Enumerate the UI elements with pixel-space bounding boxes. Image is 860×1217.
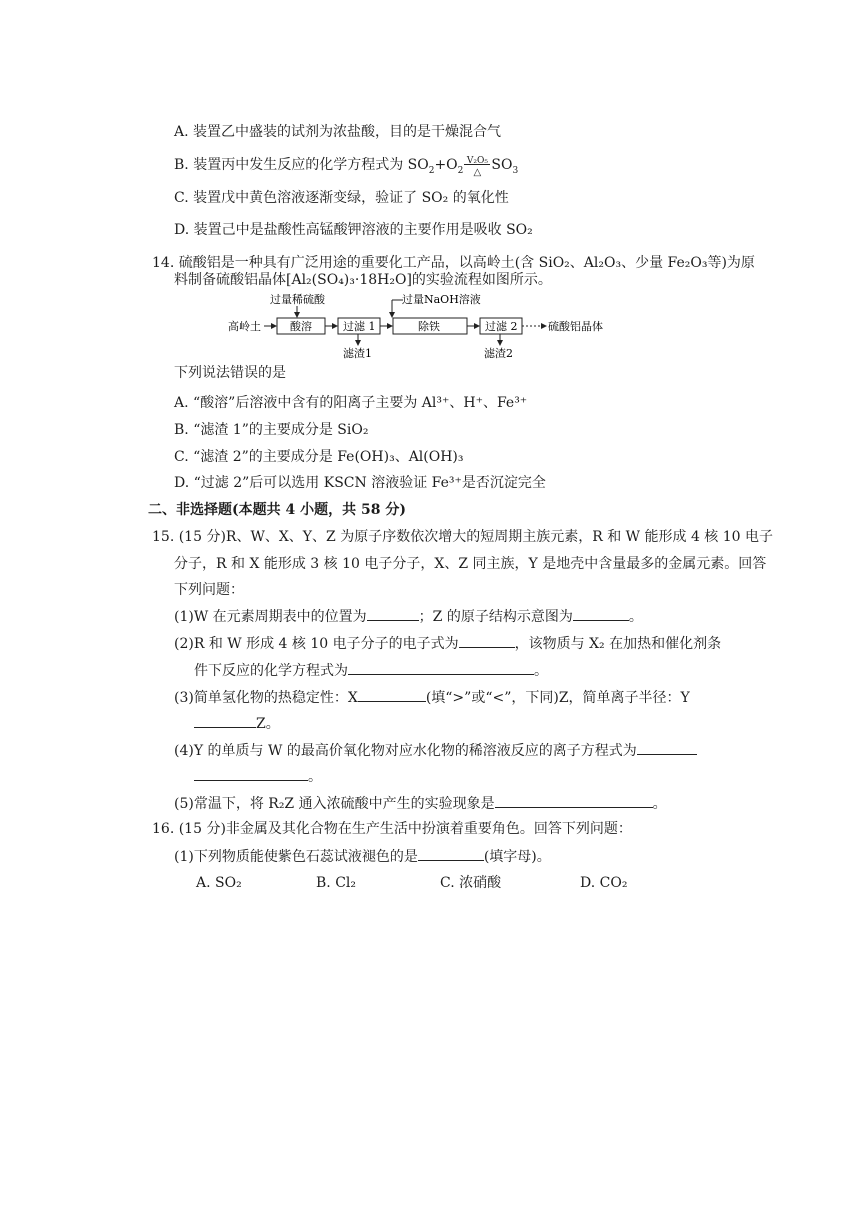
answer-blank[interactable]: [418, 846, 484, 861]
q15-p2-text2: ，该物质与 X₂ 在加热和催化剂条: [514, 636, 722, 652]
q15-stem-line1: 15. (15 分)R、W、X、Y、Z 为原子序数依次增大的短周期主族元素，R 和 W 能形成 4 核 10 电子: [152, 529, 774, 545]
q13-option-a: A. 装置乙中盛装的试剂为浓盐酸，目的是干燥混合气: [174, 124, 502, 140]
q15-part4-cont: [194, 766, 322, 787]
step3-label: 除铁: [418, 320, 440, 333]
reagent2-label: 过量NaOH溶液: [402, 293, 481, 306]
answer-blank[interactable]: [194, 713, 256, 728]
answer-blank[interactable]: [637, 740, 697, 755]
q15-p3-end: Z。: [256, 716, 280, 732]
q15-part4: [174, 740, 697, 761]
q13-option-c: C. 装置戊中黄色溶液逐渐变绿，验证了 SO₂ 的氧化性: [174, 190, 509, 206]
q15-stem-line2: 分子，R 和 X 能形成 3 核 10 电子分子，X、Z 同主族，Y 是地壳中含量最多的金属元素。回答: [174, 556, 767, 572]
answer-blank[interactable]: [348, 660, 534, 675]
q16-option-d: D. CO₂: [580, 875, 628, 891]
residue1-label: 滤渣1: [343, 347, 372, 360]
answer-blank[interactable]: [459, 633, 515, 648]
q13-option-b: B. 装置丙中发生反应的化学方程式为 $SO_2+O_2$ V₂O₅ △ $SO_3$: [174, 155, 518, 175]
answer-blank[interactable]: [495, 793, 653, 808]
answer-blank[interactable]: [367, 606, 419, 621]
section-heading: 二、非选择题(本题共 4 小题，共 58 分): [148, 502, 406, 518]
q16-p1-end: (填字母)。: [483, 849, 551, 865]
q15-part1: [174, 606, 643, 627]
q15-p3-text2: (填“>”或“<”，下同)Z，简单离子半径：Y: [425, 690, 690, 706]
q13-option-d: D. 装置己中是盐酸性高锰酸钾溶液的主要作用是吸收 SO₂: [174, 222, 533, 238]
reagent1-label: 过量稀硫酸: [270, 293, 325, 306]
residue2-label: 滤渣2: [484, 347, 513, 360]
q16-p1-text: (1)下列物质能使紫色石蕊试液褪色的是: [174, 849, 418, 865]
catalyst-label: V₂O₅: [466, 156, 488, 166]
q15-p5-end: 。: [652, 796, 667, 812]
q15-part5: [174, 793, 667, 814]
heat-symbol: △: [473, 167, 482, 178]
q15-part3-cont: [194, 713, 280, 734]
start-material: 高岭土: [228, 320, 261, 333]
q16-option-a: A. SO₂: [196, 875, 242, 891]
q15-p4-end: 。: [308, 769, 322, 785]
q16-option-c: C. 浓硝酸: [440, 875, 502, 891]
answer-blank[interactable]: [194, 766, 308, 781]
q15-part2: [174, 633, 721, 654]
q15-stem-line3: 下列问题：: [174, 582, 244, 598]
step1-label: 酸溶: [290, 320, 312, 333]
q14-question: 下列说法错误的是: [174, 365, 286, 381]
q15-p5-text: (5)常温下，将 R₂Z 通入浓硫酸中产生的实验现象是: [174, 796, 495, 812]
q14-option-a: A. “酸溶”后溶液中含有的阳离子主要为 Al³⁺、H⁺、Fe³⁺: [174, 395, 528, 411]
q15-p3-text: (3)简单氢化物的热稳定性：X: [174, 690, 358, 706]
q14-stem-line1: 14. 硫酸铝是一种具有广泛用途的重要化工产品，以高岭土(含 SiO₂、Al₂O₃、少量 Fe₂O₃等)为原: [152, 255, 755, 271]
q15-p2-end: 。: [534, 663, 548, 679]
q14-stem-line2: 料制备硫酸铝晶体[Al₂(SO₄)₃·18H₂O]的实验流程如图所示。: [174, 272, 552, 288]
q15-part2-cont: [194, 660, 548, 681]
q15-p1-text2: ；Z 的原子结构示意图为: [418, 609, 573, 625]
q14-flow-diagram: [0, 290, 860, 370]
q15-part3: [174, 687, 690, 708]
end-product: 硫酸铝晶体: [548, 320, 603, 333]
step2-label: 过滤 1: [343, 320, 376, 333]
q16-option-b: B. Cl₂: [316, 875, 356, 891]
q14-option-c: C. “滤渣 2”的主要成分是 Fe(OH)₃、Al(OH)₃: [174, 449, 464, 465]
answer-blank[interactable]: [573, 606, 629, 621]
q13-b-text: B. 装置丙中发生反应的化学方程式为 SO: [174, 157, 429, 173]
q13-b-oxygen: +O: [434, 157, 458, 173]
q15-p1-text: (1)W 在元素周期表中的位置为: [174, 609, 367, 625]
q14-option-d: D. “过滤 2”后可以选用 KSCN 溶液验证 Fe³⁺是否沉淀完全: [174, 475, 546, 491]
q15-p4-text: (4)Y 的单质与 W 的最高价氧化物对应水化物的稀溶液反应的离子方程式为: [174, 743, 637, 759]
q15-p2-text: (2)R 和 W 形成 4 核 10 电子分子的电子式为: [174, 636, 459, 652]
q14-option-b: B. “滤渣 1”的主要成分是 SiO₂: [174, 422, 369, 438]
q13-b-product: SO: [491, 157, 513, 173]
q15-p1-end: 。: [628, 609, 643, 625]
reaction-condition: [464, 155, 490, 178]
step4-label: 过滤 2: [485, 320, 518, 333]
answer-blank[interactable]: [358, 687, 426, 702]
q16-stem: 16. (15 分)非金属及其化合物在生产生活中扮演着重要角色。回答下列问题：: [152, 821, 632, 837]
q16-part1: [174, 846, 551, 867]
q15-p2-text3: 件下反应的化学方程式为: [194, 663, 348, 679]
